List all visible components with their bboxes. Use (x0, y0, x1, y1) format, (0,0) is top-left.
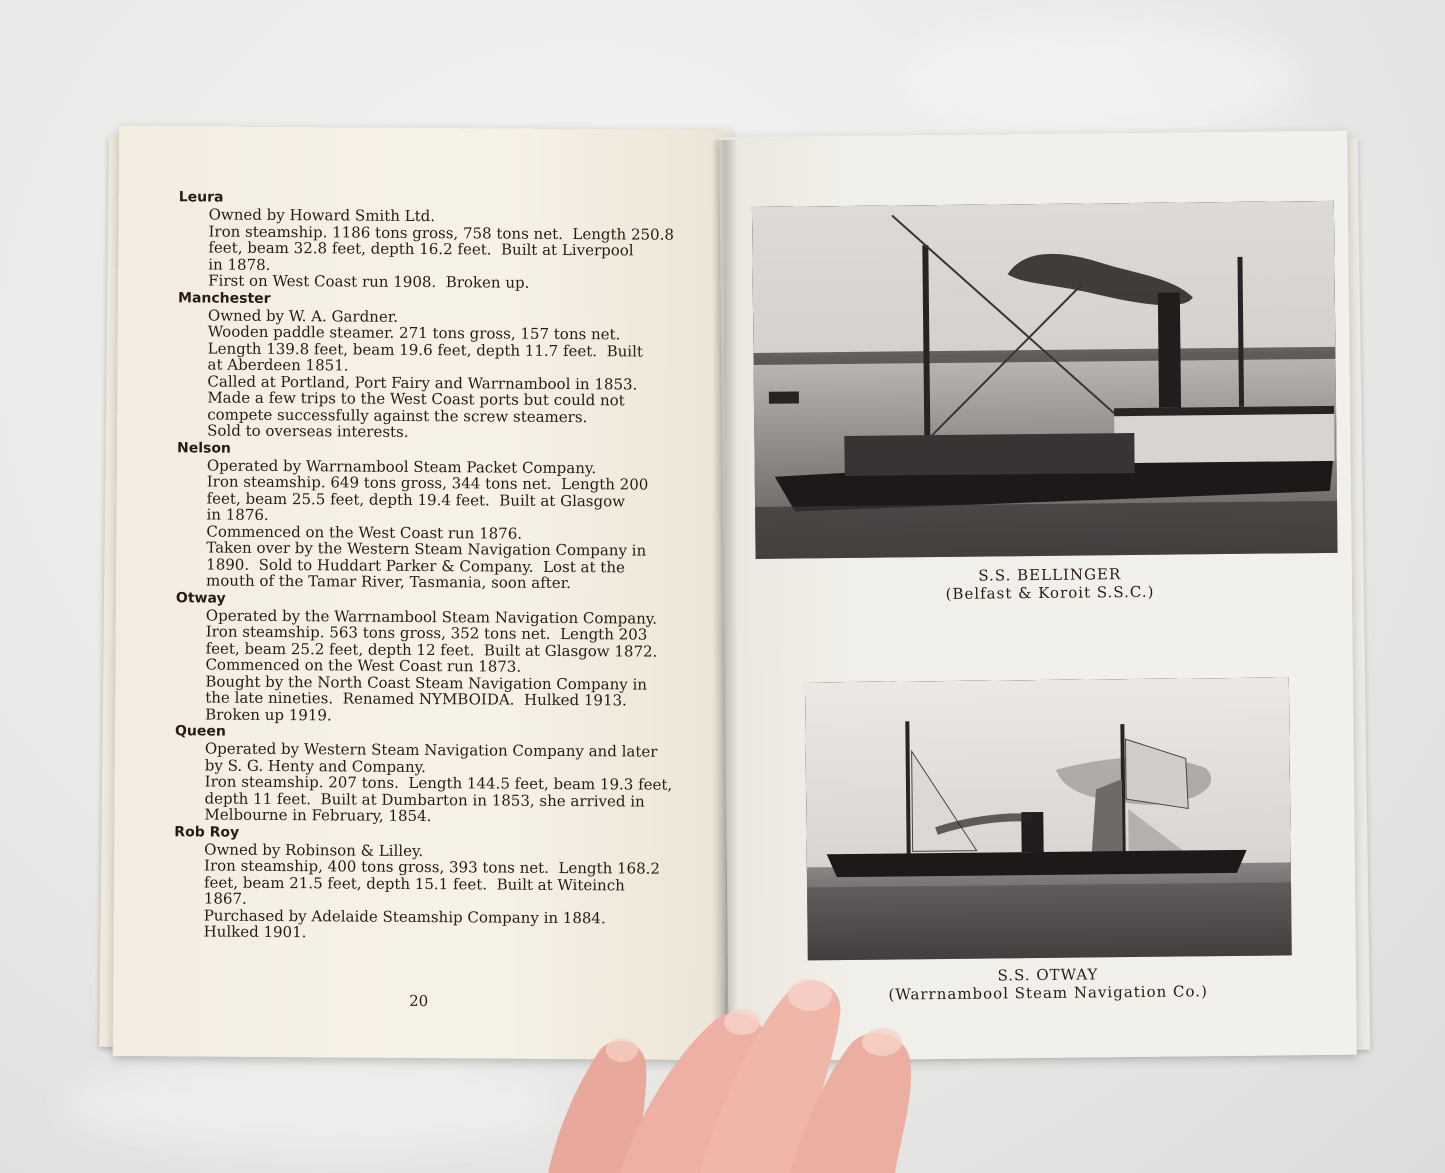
entry-text-line: Iron steamship. 649 tons gross, 344 tons net. Length 200 (206, 472, 649, 494)
entry-text-line: by S. G. Henty and Company. (204, 755, 427, 776)
entry-text-line: Sold to overseas interests. (207, 421, 409, 441)
entry-text-line: in 1878. (208, 255, 271, 274)
entry-text-line: Called at Portland, Port Fairy and Warrnambool in 1853. (207, 371, 638, 393)
entry-text-line: feet, beam 25.2 feet, depth 12 feet. Built at Glasgow 1872. (205, 638, 658, 661)
entry-text-line: mouth of the Tamar River, Tasmania, soon after. (206, 571, 572, 593)
entry-text-line: 1867. (203, 889, 247, 908)
entry-text-line: Made a few trips to the West Coast ports but could not (207, 388, 625, 410)
entry-text-line: Hulked 1901. (203, 922, 307, 942)
entry-text-line: depth 11 feet. Built at Dumbarton in 1853, she arrived in (204, 788, 645, 811)
entry-text-line: feet, beam 32.8 feet, depth 16.2 feet. Built at Liverpool (208, 238, 634, 260)
otway-title: S.S. OTWAY (997, 965, 1099, 985)
entry-text-line: Bought by the North Coast Steam Navigation Company in (205, 671, 648, 694)
entry-text-line: at Aberdeen 1851. (207, 355, 349, 375)
entry-text-line: Iron steamship. 207 tons. Length 144.5 feet, beam 19.3 feet, (204, 772, 673, 794)
entry-text-line: Operated by Western Steam Navigation Company and later (204, 739, 658, 761)
bellinger-subtitle: (Belfast & Koroit S.S.C.) (945, 582, 1155, 603)
entry-text-line: 1890. Sold to Huddart Parker & Company. Lost at the (206, 554, 625, 576)
entry-text-line: Commenced on the West Coast run 1873. (205, 655, 522, 676)
entry-text-line: feet, beam 21.5 feet, depth 15.1 feet. Built at Witeinch (203, 872, 625, 894)
entry-text-line: Owned by Howard Smith Ltd. (208, 205, 436, 226)
entry-name: Nelson (176, 439, 231, 457)
entry-text-line: in 1876. (206, 505, 269, 524)
otway-subtitle: (Warrnambool Steam Navigation Co.) (888, 982, 1208, 1004)
entry-text-line: compete successfully against the screw steamers. (207, 404, 588, 426)
entry-name: Otway (175, 589, 226, 607)
entry-text-line: First on West Coast run 1908. Broken up. (208, 271, 530, 292)
entry-text-line: Iron steamship. 563 tons gross, 352 tons net. Length 203 (205, 622, 648, 644)
entry-text-line: Taken over by the Western Steam Navigation Company in (206, 538, 647, 560)
entry-name: Leura (178, 189, 224, 206)
entry-text-line: Iron steamship. 1186 tons gross, 758 tons net. Length 250.8 (208, 222, 675, 244)
entry-text-line: Wooden paddle steamer. 271 tons gross, 157 tons net. (207, 322, 621, 344)
entry-text-line: Broken up 1919. (205, 704, 332, 724)
entry-name: Rob Roy (174, 823, 240, 841)
entry-name: Manchester (177, 289, 271, 307)
bellinger-title: S.S. BELLINGER (978, 565, 1122, 585)
entry-text-line: Owned by Robinson & Lilley. (204, 839, 424, 860)
entry-text-line: Operated by the Warrnambool Steam Navigation Company. (205, 605, 658, 628)
entry-text-line: Operated by Warrnambool Steam Packet Company. (206, 455, 597, 477)
entry-text-line: Purchased by Adelaide Steamship Company in 1884. (203, 905, 606, 927)
entry-text-line: Iron steamship, 400 tons gross, 393 tons net. Length 168.2 (204, 856, 661, 878)
page-number: 20 (409, 991, 429, 1011)
entry-text-line: the late nineties. Renamed NYMBOIDA. Hulked 1913. (205, 688, 627, 710)
entry-text-line: Melbourne in February, 1854. (204, 805, 432, 826)
entry-name: Queen (174, 723, 226, 740)
entry-text-line: Owned by W. A. Gardner. (207, 305, 399, 326)
entry-text-line: Commenced on the West Coast run 1876. (206, 521, 523, 543)
entry-text-line: feet, beam 25.5 feet, depth 19.4 feet. Built at Glasgow (206, 488, 626, 510)
entry-text-line: Length 139.8 feet, beam 19.6 feet, depth 11.7 feet. Built (207, 338, 643, 361)
